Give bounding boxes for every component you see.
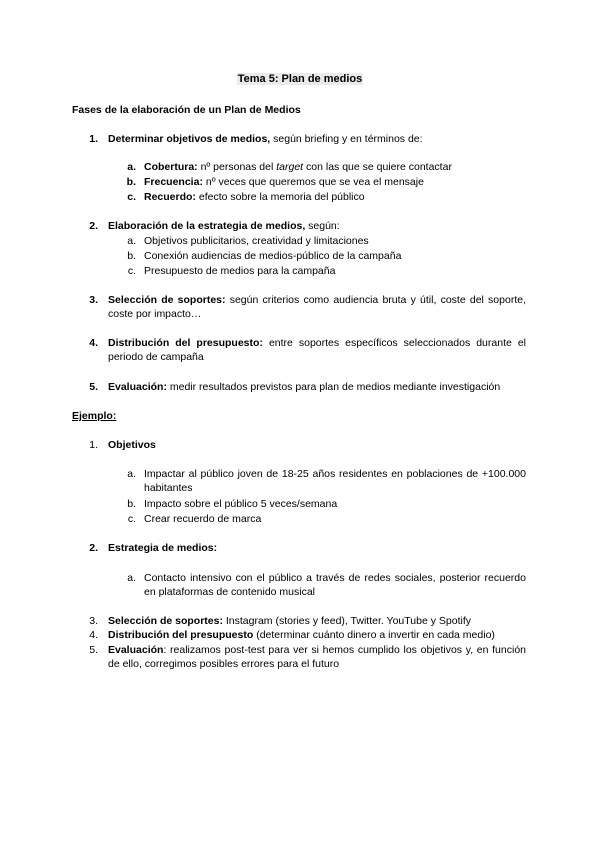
sub-letter: a.: [127, 235, 136, 247]
example-item: Distribución del presupuesto (determinar cuánto dinero a invertir en cada medio): [108, 629, 495, 641]
section-heading: Fases de la elaboración de un Plan de Medios: [72, 104, 301, 116]
example-item: Selección de soportes: Instagram (stories y feed), Twitter. YouTube y Spotify: [108, 615, 471, 627]
phase-number: 1.: [89, 133, 98, 145]
example-heading: Ejemplo:: [72, 410, 117, 422]
sub-item: Cobertura: nº personas del target con las que se quiere contactar: [144, 161, 452, 173]
sub-letter: a.: [127, 572, 136, 584]
sub-letter: b.: [126, 176, 136, 188]
example-number: 3.: [89, 615, 98, 627]
sub-letter: c.: [127, 191, 136, 203]
sub-item: Presupuesto de medios para la campaña: [144, 265, 336, 277]
sub-letter: c.: [127, 513, 136, 525]
sub-item: Contacto intensivo con el público a través de redes sociales, posterior recuerdo en plataformas de contenido musical: [144, 572, 526, 598]
phase-number: 2.: [89, 220, 98, 232]
sub-letter: a.: [127, 468, 136, 480]
phase-number: 3.: [89, 294, 98, 306]
phase-number: 5.: [89, 381, 98, 393]
phase-item: Determinar objetivos de medios, según briefing y en términos de:: [108, 133, 423, 145]
example-number: 1.: [89, 439, 98, 451]
sub-letter: c.: [127, 265, 136, 277]
phase-item: Distribución del presupuesto: entre soportes específicos seleccionados durante el periodo de campaña: [108, 337, 527, 363]
phase-number: 4.: [89, 337, 98, 349]
sub-letter: b.: [127, 250, 136, 262]
example-number: 5.: [89, 644, 98, 656]
sub-letter: b.: [127, 498, 136, 510]
sub-letter: a.: [127, 161, 136, 173]
phase-item: Selección de soportes: según criterios como audiencia bruta y útil, coste del soporte, coste por impacto…: [108, 294, 526, 320]
page-title: Tema 5: Plan de medios: [237, 73, 363, 85]
sub-item: Frecuencia: nº veces que queremos que se vea el mensaje: [144, 176, 424, 188]
phase-item: Elaboración de la estrategia de medios, según:: [108, 220, 340, 232]
sub-item: Impactar al público joven de 18-25 años residentes en poblaciones de +100.000 habitantes: [144, 468, 526, 494]
sub-item: Recuerdo: efecto sobre la memoria del público: [144, 191, 365, 203]
sub-item: Crear recuerdo de marca: [144, 513, 262, 525]
example-number: 2.: [89, 542, 98, 554]
sub-item: Impacto sobre el público 5 veces/semana: [144, 498, 338, 510]
sub-item: Conexión audiencias de medios-público de la campaña: [144, 250, 402, 262]
example-item: Objetivos: [108, 439, 156, 451]
example-item: Evaluación: realizamos post-test para ver si hemos cumplido los objetivos y, en función de ello, corregimos posibles errores para el futuro: [108, 644, 526, 670]
example-number: 4.: [89, 629, 98, 641]
example-item: Estrategia de medios:: [108, 542, 218, 554]
sub-item: Objetivos publicitarios, creatividad y limitaciones: [144, 235, 369, 247]
phase-item: Evaluación: medir resultados previstos para plan de medios mediante investigación: [108, 381, 501, 393]
